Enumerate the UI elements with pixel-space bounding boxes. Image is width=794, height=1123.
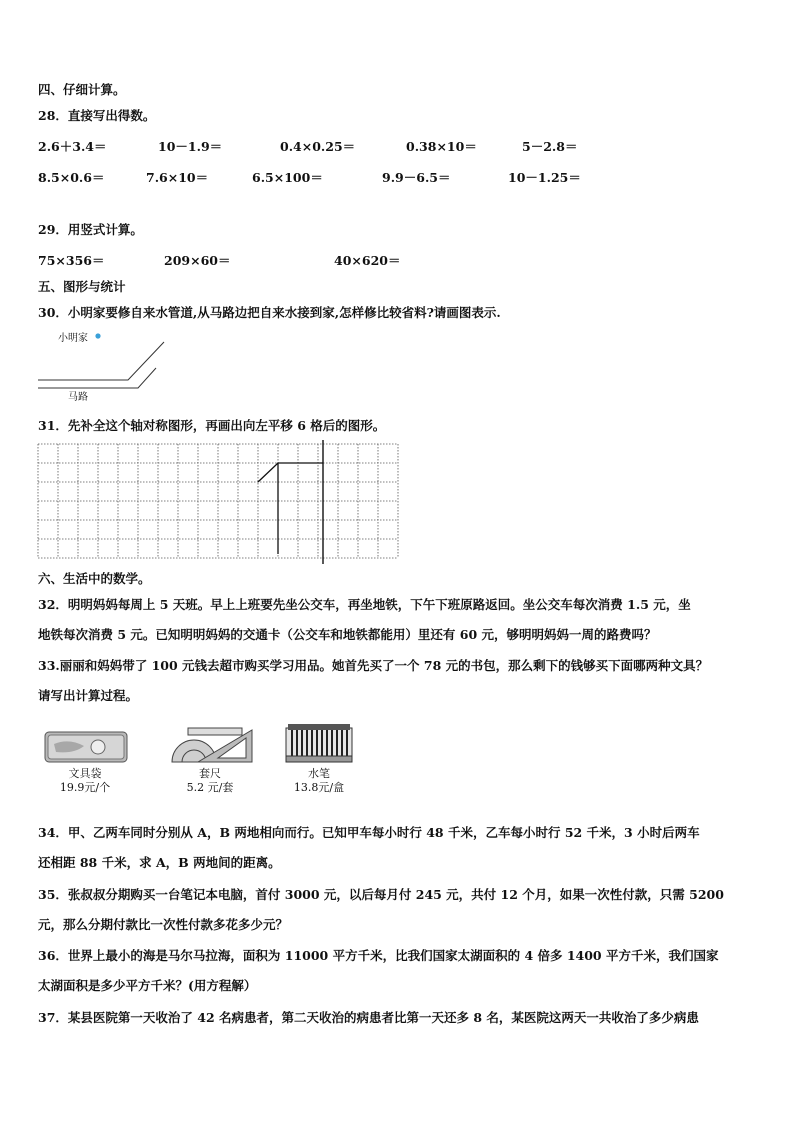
q33-line-2: 请写出计算过程。 [38, 688, 139, 703]
q29-expr: 209×60＝ [164, 253, 231, 268]
ruler-set-picture [168, 726, 254, 764]
road-edge-lower [38, 368, 156, 388]
q36-line-1: 36．世界上最小的海是马尔马拉海，面积为 11000 平方千米，比我们国家太湖面积的 4 倍多 1400 平方千米，我们国家 [38, 948, 719, 963]
pencil-case-picture [44, 728, 128, 764]
item-name: 套尺 [199, 767, 221, 780]
q32-line-1: 32．明明妈妈每周上 5 天班。早上上班要先坐公交车，再坐地铁，下午下班原路返回。坐公交车每次消费 1.5 元，坐 [38, 597, 691, 612]
road-edge-upper [38, 342, 164, 380]
item-price: 13.8元/盒 [293, 781, 345, 794]
q28-title: 28．直接写出得数。 [38, 108, 156, 123]
q28-expr: 9.9－6.5＝ [382, 170, 451, 185]
q28-expr: 10－1.25＝ [508, 170, 581, 185]
q28-expr: 0.4×0.25＝ [280, 139, 356, 154]
shape-top-edge [258, 463, 323, 482]
item-price: 19.9元/个 [59, 781, 111, 794]
section-4-heading: 四、仔细计算。 [38, 82, 126, 97]
item-name: 文具袋 [68, 767, 102, 780]
section-6-heading: 六、生活中的数学。 [38, 571, 151, 586]
q28-expr: 8.5×0.6＝ [38, 170, 105, 185]
q30-title: 30．小明家要修自来水管道,从马路边把自来水接到家,怎样修比较省料?请画图表示. [38, 305, 501, 320]
q28-expr: 6.5×100＝ [252, 170, 323, 185]
q31-grid-figure [38, 444, 398, 564]
q35-line-1: 35．张叔叔分期购买一台笔记本电脑，首付 3000 元，以后每月付 245 元，共付 12 个月，如果一次性付款，只需 5200 [38, 887, 724, 902]
q29-title: 29．用竖式计算。 [38, 222, 143, 237]
q28-expr: 7.6×10＝ [146, 170, 209, 185]
pen-box-picture [284, 722, 354, 764]
road-label: 马路 [68, 392, 88, 403]
house-label: 小明家 [58, 333, 88, 344]
q34-line-2: 还相距 88 千米，求 A，B 两地间的距离。 [38, 855, 281, 870]
q37-line-1: 37．某县医院第一天收治了 42 名病患者，第二天收治的病患者比第一天还多 8 名，某医院这两天一共收治了多少病患 [38, 1010, 699, 1025]
q32-line-2: 地铁每次消费 5 元。已知明明妈妈的交通卡（公交车和地铁都能用）里还有 60 元，够明明妈妈一周的路费吗？ [38, 627, 657, 642]
q28-expr: 5－2.8＝ [522, 139, 578, 154]
q31-title: 31．先补全这个轴对称图形，再画出向左平移 6 格后的图形。 [38, 418, 386, 433]
item-name: 水笔 [308, 767, 330, 780]
q33-line-1: 33.丽丽和妈妈带了 100 元钱去超市购买学习用品。她首先买了一个 78 元的书包，那么剩下的钱够买下面哪两种文具？ [38, 658, 709, 673]
q29-expr: 75×356＝ [38, 253, 105, 268]
section-5-heading: 五、图形与统计 [38, 279, 126, 294]
house-dot [95, 333, 100, 338]
q28-expr: 2.6＋3.4＝ [38, 139, 107, 154]
q28-expr: 0.38×10＝ [406, 139, 477, 154]
q36-line-2: 太湖面积是多少平方千米？(用方程解） [38, 978, 257, 993]
q29-expr: 40×620＝ [334, 253, 401, 268]
q35-line-2: 元，那么分期付款比一次性付款多花多少元？ [38, 917, 289, 932]
q28-expr: 10－1.9＝ [158, 139, 223, 154]
item-price: 5.2 元/套 [186, 781, 234, 794]
q30-road-figure [36, 328, 176, 398]
q34-line-1: 34．甲、乙两车同时分别从 A，B 两地相向而行。已知甲车每小时行 48 千米，乙车每小时行 52 千米，3 小时后两车 [38, 825, 700, 840]
